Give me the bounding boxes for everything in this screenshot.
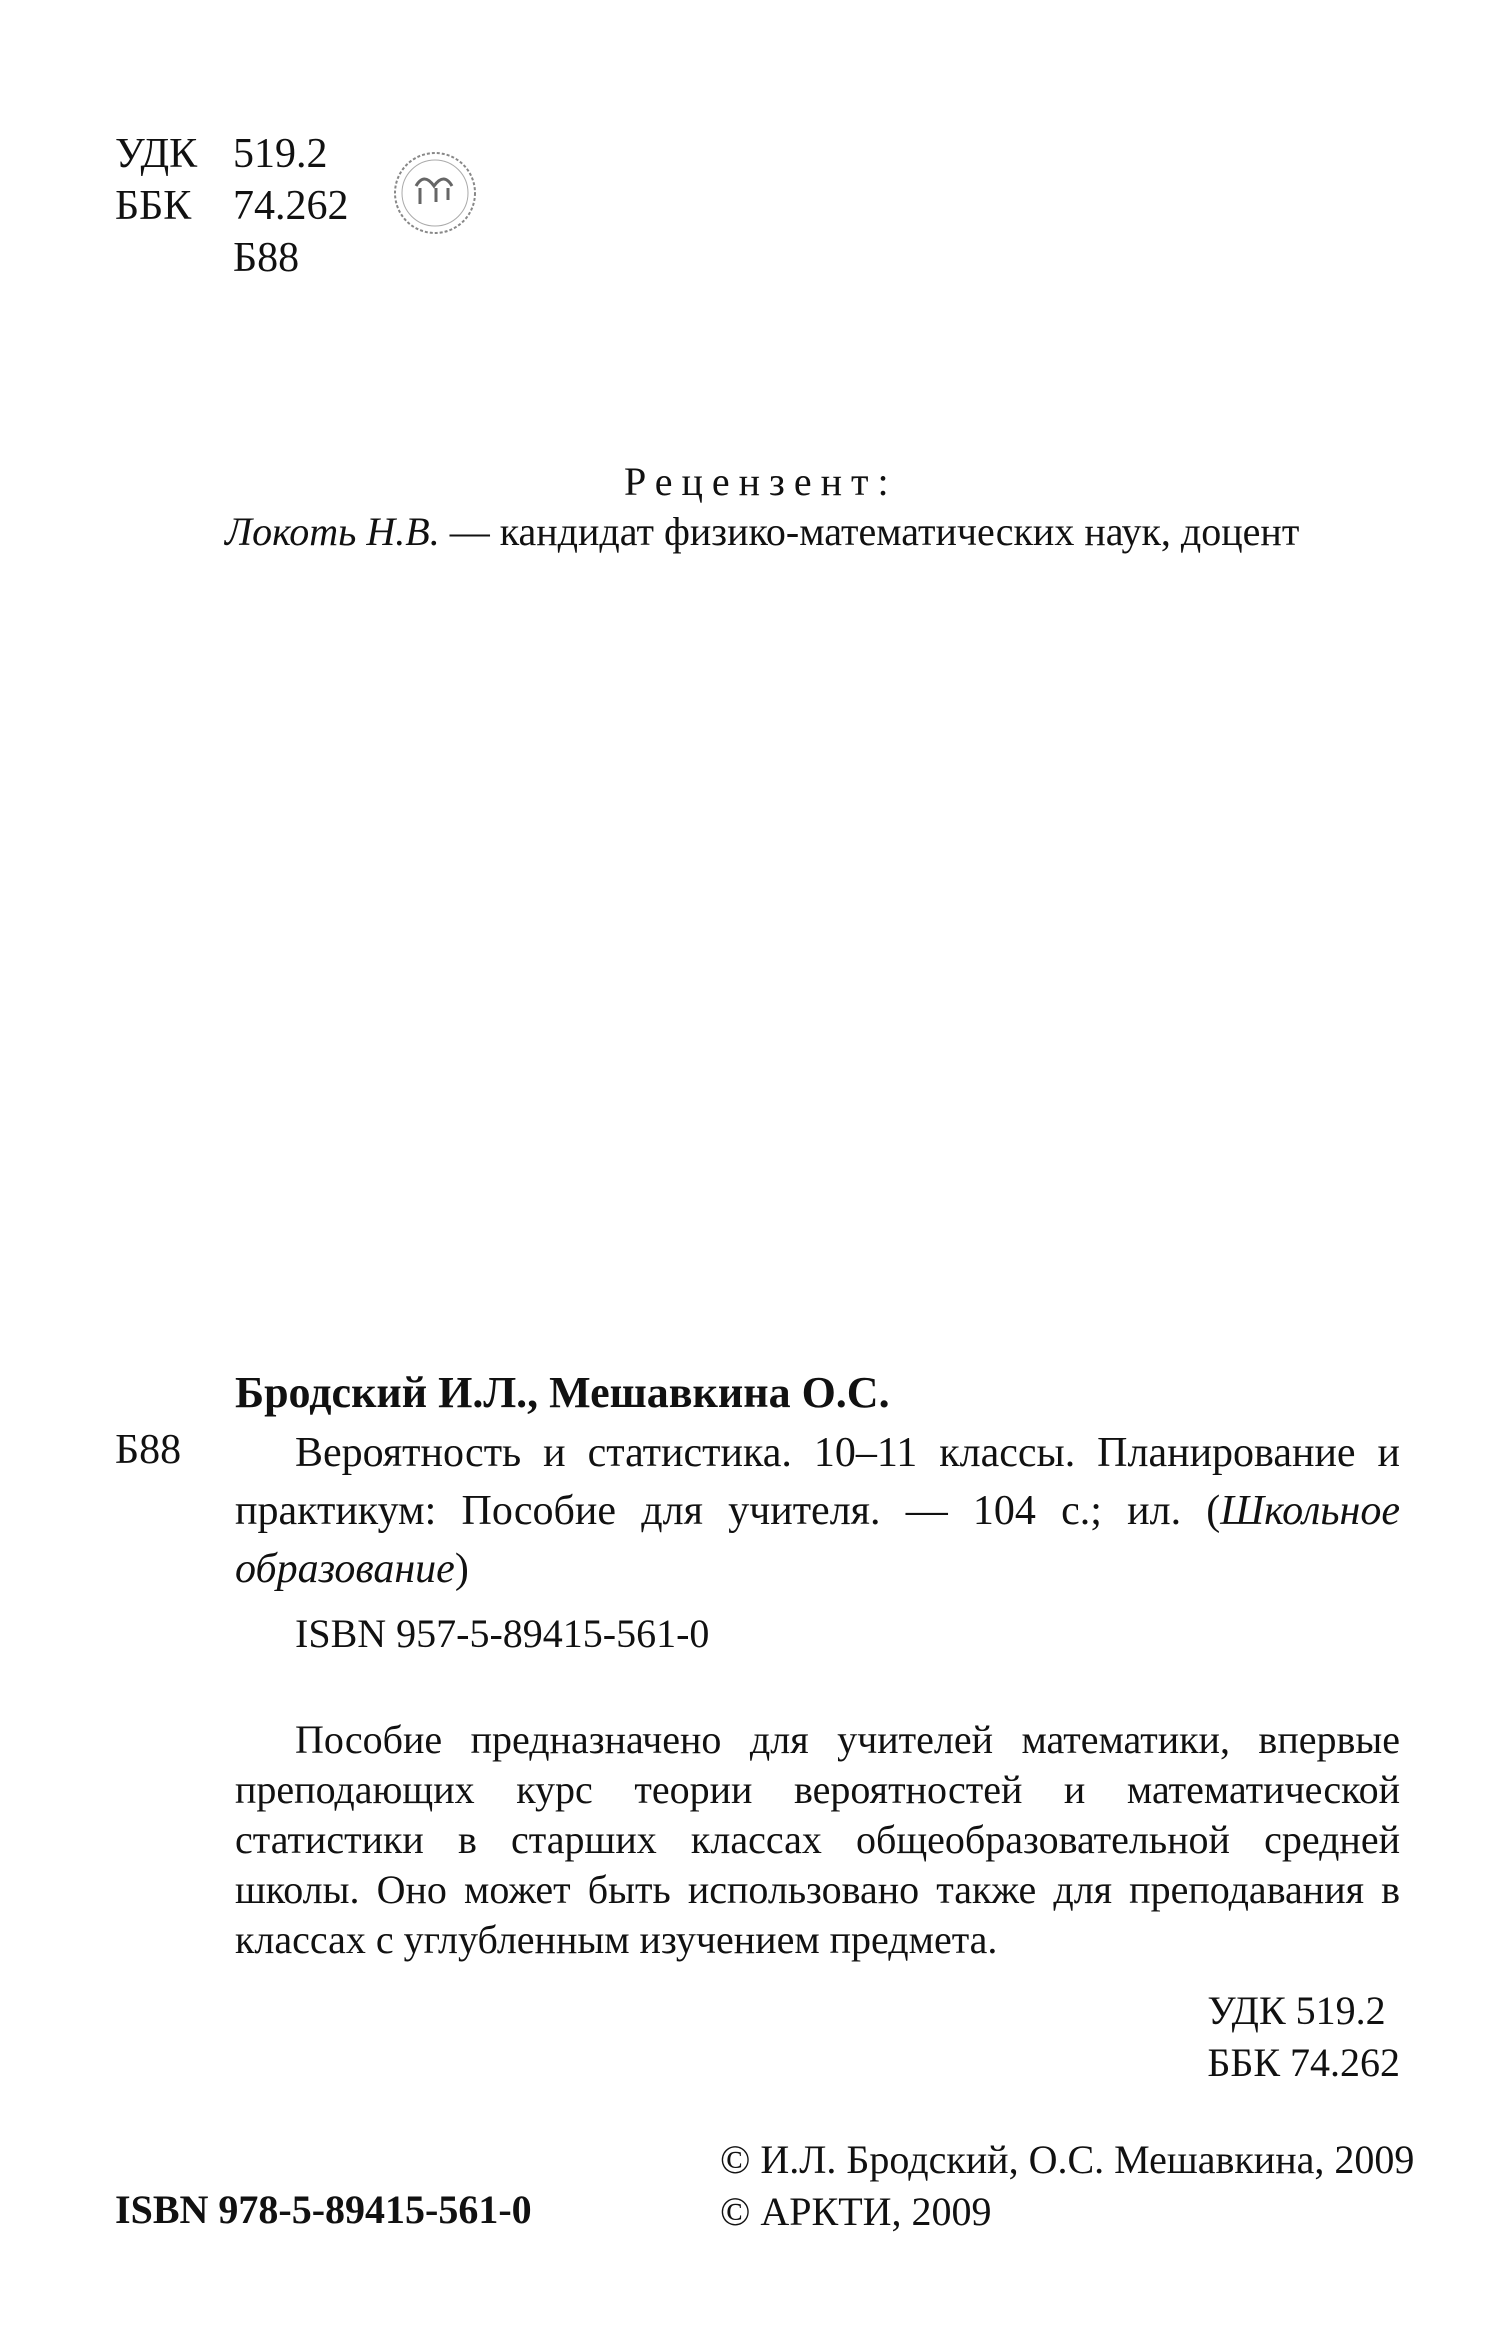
bottom-bbk: ББК 74.262	[1207, 2040, 1400, 2085]
reviewer-line	[225, 508, 1299, 555]
description-main: Вероятность и статистика. 10–11 классы. Планирование и практикум: Пособие для учителя. — 104 с.; ил. (	[235, 1430, 1400, 1534]
card-isbn: ISBN 957-5-89415-561-0	[295, 1611, 710, 1656]
annotation: Пособие предназначено для учителей математики, впервые преподающих курс теории вероятностей и математической статистики в старших классах общеобразовательной средней школы. Оно может быть использовано также для преподавания в классах с углубленным изучением предмета.	[235, 1717, 1400, 1962]
card-author-mark: Б88	[115, 1427, 182, 1473]
copyright	[720, 2134, 1414, 2238]
copyright-publisher: © АРКТИ, 2009	[720, 2189, 992, 2234]
reviewer-name: Локоть Н.В.	[225, 509, 440, 554]
author-mark: Б88	[233, 235, 300, 281]
bottom-udk: УДК 519.2	[1207, 1988, 1386, 2033]
description-close: )	[454, 1546, 469, 1592]
reviewer-description: — кандидат физико-математических наук, доцент	[439, 509, 1300, 554]
bottom-codes	[1207, 1985, 1400, 2089]
series-title: Школьное образование	[235, 1488, 1400, 1592]
bbk-value: 74.262	[233, 183, 349, 229]
udk-value: 519.2	[233, 131, 328, 177]
reviewer-heading: Рецензент:	[624, 459, 898, 504]
authors: Бродский И.Л., Мешавкина О.С.	[235, 1368, 890, 1417]
bbk-label: ББК	[115, 183, 192, 229]
copyright-authors: © И.Л. Бродский, О.С. Мешавкина, 2009	[720, 2137, 1415, 2182]
book-description	[235, 1424, 1400, 1598]
library-stamp-icon	[390, 148, 480, 238]
isbn-bold: ISBN 978-5-89415-561-0	[115, 2187, 532, 2232]
udk-label: УДК	[115, 131, 198, 177]
